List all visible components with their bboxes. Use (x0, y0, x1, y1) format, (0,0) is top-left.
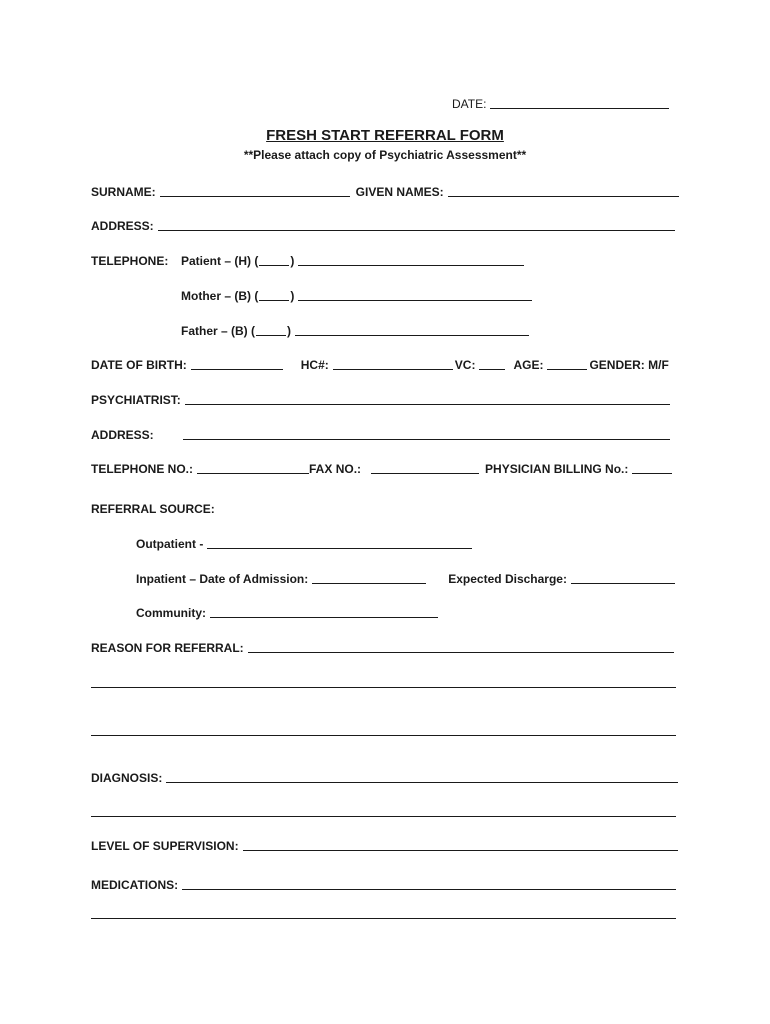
phone-mother-label: Mother – (B) ( (181, 289, 259, 303)
community-label: Community: (136, 606, 206, 620)
phone-mother-close-paren: ) (290, 289, 295, 303)
community-field[interactable] (210, 604, 438, 618)
phone-mother-field[interactable] (298, 287, 532, 301)
supervision-field[interactable] (243, 837, 678, 851)
date-row (452, 93, 675, 111)
supervision-label: LEVEL OF SUPERVISION: (91, 839, 239, 853)
vc-field[interactable] (479, 356, 505, 370)
outpatient-field[interactable] (207, 535, 472, 549)
psychiatrist-field[interactable] (185, 391, 670, 405)
psychiatrist-address-row (91, 424, 670, 442)
name-row (91, 181, 679, 199)
telephone-mother-row (91, 285, 679, 303)
expected-discharge-field[interactable] (571, 570, 675, 584)
reason-row (91, 637, 674, 655)
surname-field[interactable] (160, 183, 350, 197)
address-label: ADDRESS: (91, 219, 154, 233)
referral-source-label: REFERRAL SOURCE: (91, 502, 215, 516)
diagnosis-label: DIAGNOSIS: (91, 771, 163, 785)
reason-field[interactable] (248, 639, 674, 653)
phone-father-label: Father – (B) ( (181, 324, 256, 338)
phone-patient-close-paren: ) (290, 254, 295, 268)
phone-patient-label: Patient – (H) ( (181, 254, 259, 268)
address-row (91, 215, 679, 233)
reason-field-line-3[interactable] (91, 722, 676, 736)
diagnosis-field-line-2[interactable] (91, 803, 676, 817)
medications-label: MEDICATIONS: (91, 878, 179, 892)
date-of-admission-field[interactable] (312, 570, 426, 584)
fax-field[interactable] (371, 460, 479, 474)
given-names-field[interactable] (448, 183, 679, 197)
outpatient-row (136, 533, 472, 551)
dob-label: DATE OF BIRTH: (91, 358, 187, 372)
reason-row-3 (91, 720, 676, 738)
fax-label: FAX NO.: (309, 462, 362, 476)
form-subtitle: **Please attach copy of Psychiatric Assessment** (243, 148, 527, 162)
inpatient-label: Inpatient – Date of Admission: (136, 572, 309, 586)
hc-field[interactable] (333, 356, 453, 370)
form-title: FRESH START REFERRAL FORM (266, 127, 504, 144)
supervision-row (91, 835, 678, 853)
given-names-label: GIVEN NAMES: (355, 185, 444, 199)
phone-father-area-code[interactable] (256, 322, 286, 336)
billing-field[interactable] (632, 460, 672, 474)
surname-label: SURNAME: (91, 185, 156, 199)
hc-label: HC#: (300, 358, 329, 372)
medications-field[interactable] (182, 876, 676, 890)
diagnosis-row (91, 767, 678, 785)
reason-row-2 (91, 672, 676, 690)
referral-source-row (91, 498, 679, 516)
reason-field-line-2[interactable] (91, 674, 676, 688)
medications-field-line-2[interactable] (91, 905, 676, 919)
diagnosis-row-2 (91, 801, 676, 819)
telephone-father-row (91, 320, 679, 338)
diagnosis-field[interactable] (166, 769, 678, 783)
age-field[interactable] (547, 356, 587, 370)
community-row (136, 602, 438, 620)
psychiatrist-label: PSYCHIATRIST: (91, 393, 181, 407)
medications-row (91, 874, 676, 892)
expected-discharge-label: Expected Discharge: (448, 572, 567, 586)
medications-row-2 (91, 903, 676, 921)
psychiatrist-address-label: ADDRESS: (91, 428, 154, 442)
gender-label: GENDER: M/F (589, 358, 669, 372)
phone-patient-area-code[interactable] (259, 252, 289, 266)
billing-label: PHYSICIAN BILLING No.: (485, 462, 629, 476)
telephone-patient-row (91, 250, 679, 268)
psychiatrist-row (91, 389, 670, 407)
age-label: AGE: (513, 358, 544, 372)
phone-mother-area-code[interactable] (259, 287, 289, 301)
inpatient-row (136, 568, 675, 586)
telephone-label: TELEPHONE: (91, 254, 169, 268)
vc-label: VC: (454, 358, 476, 372)
psychiatrist-address-field[interactable] (183, 426, 670, 440)
phone-patient-field[interactable] (298, 252, 524, 266)
psychiatrist-contact-row (91, 458, 672, 476)
date-field[interactable] (490, 95, 669, 109)
psychiatrist-telephone-field[interactable] (197, 460, 309, 474)
address-field[interactable] (158, 217, 675, 231)
psychiatrist-telephone-label: TELEPHONE NO.: (91, 462, 194, 476)
reason-label: REASON FOR REFERRAL: (91, 641, 244, 655)
phone-father-close-paren: ) (287, 324, 292, 338)
dob-row (91, 354, 680, 372)
phone-father-field[interactable] (295, 322, 529, 336)
outpatient-label: Outpatient - (136, 537, 204, 551)
date-label: DATE: (452, 97, 487, 111)
dob-field[interactable] (191, 356, 283, 370)
